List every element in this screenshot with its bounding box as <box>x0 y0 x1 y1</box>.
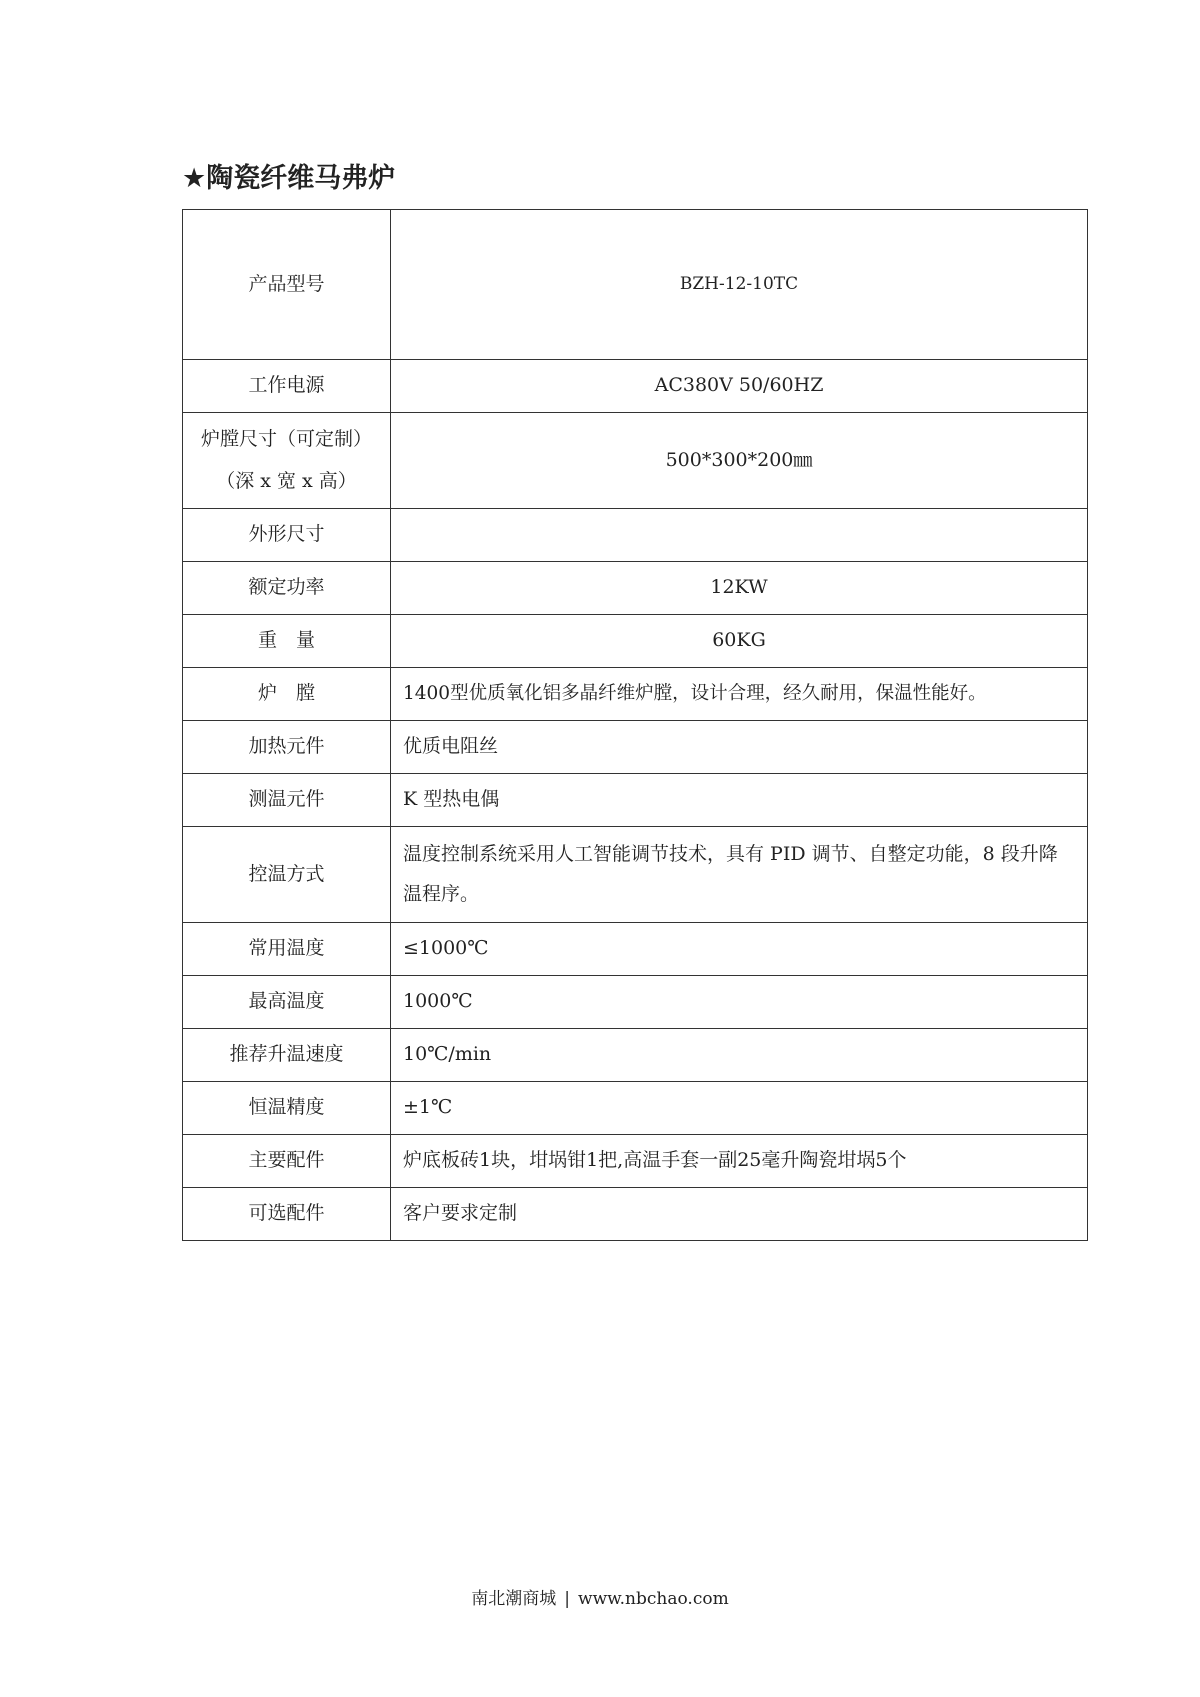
row-value: 优质电阻丝 <box>391 721 1088 774</box>
footer-site-name: 南北潮商城 <box>471 1589 557 1609</box>
row-label: 额定功率 <box>183 562 391 615</box>
row-value: ≤1000℃ <box>391 923 1088 976</box>
row-value: 1400型优质氧化铝多晶纤维炉膛，设计合理，经久耐用，保温性能好。 <box>391 668 1088 721</box>
table-row <box>183 1082 1088 1135</box>
row-value: K 型热电偶 <box>391 774 1088 827</box>
row-value: 炉底板砖1块，坩埚钳1把,高温手套一副25毫升陶瓷坩埚5个 <box>391 1135 1088 1188</box>
row-label: 最高温度 <box>183 976 391 1029</box>
footer-url-link[interactable]: www.nbchao.com <box>578 1589 729 1609</box>
row-label: 控温方式 <box>183 827 391 923</box>
table-row <box>183 413 1088 509</box>
row-label-line: （深 x 宽 x 高） <box>216 469 357 492</box>
table-row <box>183 509 1088 562</box>
row-value <box>391 509 1088 562</box>
table-row <box>183 360 1088 413</box>
row-value: BZH-12-10TC <box>391 210 1088 360</box>
spec-table <box>182 209 1088 1241</box>
table-row <box>183 976 1088 1029</box>
table-row <box>183 774 1088 827</box>
row-value: 10℃/min <box>391 1029 1088 1082</box>
row-label: 加热元件 <box>183 721 391 774</box>
row-value: 温度控制系统采用人工智能调节技术，具有 PID 调节、自整定功能，8 段升降温程序。 <box>391 827 1088 923</box>
table-row <box>183 562 1088 615</box>
row-label: 测温元件 <box>183 774 391 827</box>
page-title: ★陶瓷纤维马弗炉 <box>182 163 396 194</box>
row-label: 恒温精度 <box>183 1082 391 1135</box>
footer-separator: | <box>564 1589 571 1609</box>
table-row <box>183 1029 1088 1082</box>
page-footer <box>0 1584 1200 1609</box>
row-value: 12KW <box>391 562 1088 615</box>
row-label: 常用温度 <box>183 923 391 976</box>
row-value: AC380V 50/60HZ <box>391 360 1088 413</box>
table-row <box>183 1135 1088 1188</box>
table-row <box>183 827 1088 923</box>
table-row <box>183 615 1088 668</box>
table-row <box>183 721 1088 774</box>
row-label: 外形尺寸 <box>183 509 391 562</box>
row-label: 可选配件 <box>183 1188 391 1241</box>
row-label: 工作电源 <box>183 360 391 413</box>
row-label: 炉 膛 <box>183 668 391 721</box>
table-row <box>183 210 1088 360</box>
row-label: 主要配件 <box>183 1135 391 1188</box>
row-value: 客户要求定制 <box>391 1188 1088 1241</box>
row-label-multiline <box>183 413 391 509</box>
row-value: 500*300*200㎜ <box>391 413 1088 509</box>
table-row <box>183 923 1088 976</box>
table-row <box>183 1188 1088 1241</box>
row-value: ±1℃ <box>391 1082 1088 1135</box>
table-row <box>183 668 1088 721</box>
row-label: 推荐升温速度 <box>183 1029 391 1082</box>
row-value: 1000℃ <box>391 976 1088 1029</box>
row-label: 重 量 <box>183 615 391 668</box>
row-label: 产品型号 <box>183 210 391 360</box>
row-label-line: 炉膛尺寸（可定制） <box>200 428 372 451</box>
row-value: 60KG <box>391 615 1088 668</box>
